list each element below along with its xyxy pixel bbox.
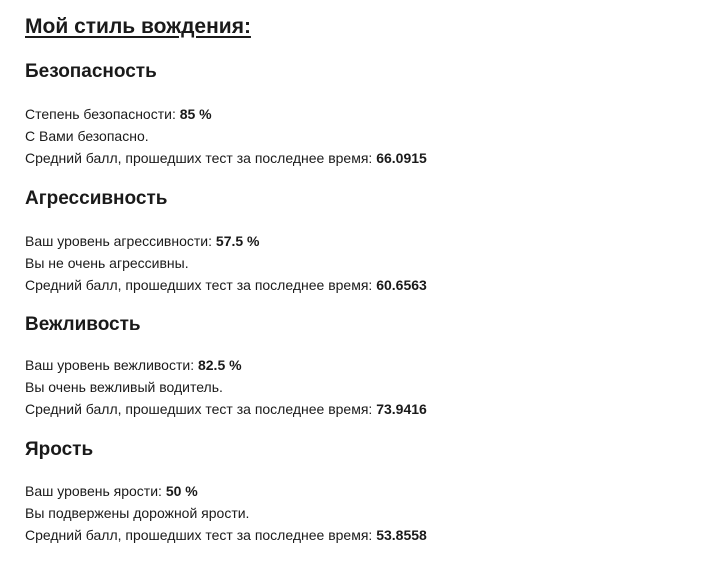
average-line — [25, 524, 723, 546]
section-aggressiveness — [25, 187, 723, 296]
section-body — [25, 480, 723, 546]
level-value: 50 % — [165, 483, 198, 499]
section-title: Ярость — [25, 439, 94, 460]
comment-line: Вы очень вежливый водитель. — [25, 379, 223, 395]
level-line — [25, 354, 723, 376]
average-line — [25, 398, 723, 420]
section-politeness — [25, 313, 723, 420]
level-value: 85 % — [179, 106, 212, 122]
level-line — [25, 230, 723, 252]
comment-line: Вы подвержены дорожной ярости. — [25, 505, 250, 521]
average-value: 73.9416 — [376, 401, 427, 417]
comment-line: С Вами безопасно. — [25, 128, 149, 144]
level-value: 57.5 % — [215, 233, 260, 249]
section-safety — [25, 60, 723, 169]
level-line — [25, 103, 723, 125]
section-rage — [25, 438, 723, 546]
average-value: 53.8558 — [376, 527, 427, 543]
average-label: Средний балл, прошедших тест за последнее время: — [25, 527, 377, 543]
section-body — [25, 354, 723, 420]
section-title: Агрессивность — [25, 188, 168, 209]
level-line — [25, 480, 723, 502]
average-value: 60.6563 — [376, 277, 427, 293]
section-title: Вежливость — [25, 314, 141, 335]
level-label: Ваш уровень агрессивности: — [25, 233, 216, 249]
average-label: Средний балл, прошедших тест за последнее время: — [25, 277, 377, 293]
section-title: Безопасность — [25, 61, 157, 82]
average-label: Средний балл, прошедших тест за последнее время: — [25, 150, 377, 166]
level-value: 82.5 % — [197, 357, 242, 373]
average-value: 66.0915 — [376, 150, 427, 166]
level-label: Ваш уровень ярости: — [25, 483, 166, 499]
average-label: Средний балл, прошедших тест за последнее время: — [25, 401, 377, 417]
level-label: Ваш уровень вежливости: — [25, 357, 198, 373]
level-label: Степень безопасности: — [25, 106, 180, 122]
average-line — [25, 147, 723, 169]
section-body — [25, 103, 723, 169]
page-title: Мой стиль вождения: — [25, 15, 251, 38]
comment-line: Вы не очень агрессивны. — [25, 255, 189, 271]
average-line — [25, 274, 723, 296]
section-body — [25, 230, 723, 296]
